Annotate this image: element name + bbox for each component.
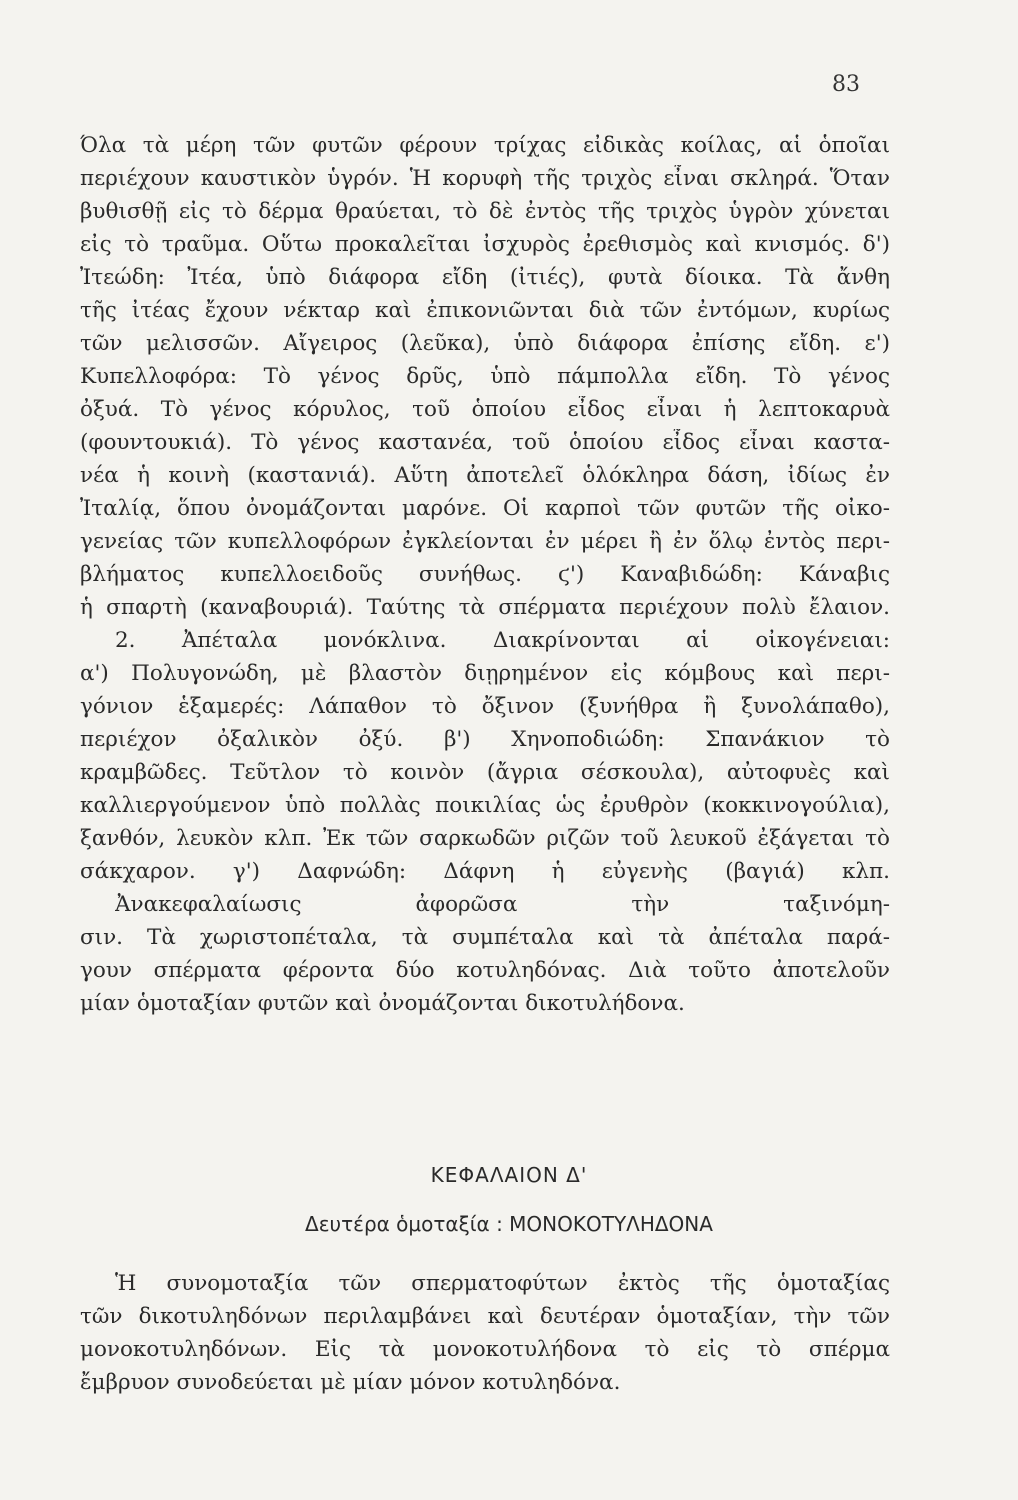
text-line: περιέχον ὀξαλικὸν ὀξύ. β') Χηνοποδιώδη: Σπανάκιον τὸ <box>80 727 890 752</box>
text-line: σιν. Τὰ χωριστοπέταλα, τὰ συμπέταλα καὶ τὰ ἀπέταλα παρά- <box>80 925 890 950</box>
text-line: τῶν μελισσῶν. Αἴγειρος (λεῦκα), ὑπὸ διάφορα ἐπίσης εἴδη. ε') <box>80 331 890 356</box>
text-line: σάκχαρον. γ') Δαφνώδη: Δάφνη ἡ εὐγενὴς (βαγιά) κλπ. <box>80 859 890 884</box>
section-heading: 2. Ἀπέταλα μονόκλινα. Διακρίνονται αἱ οἰκογένειαι: <box>115 628 890 653</box>
text-line: ὀξυά. Τὸ γένος κόρυλος, τοῦ ὁποίου εἶδος εἶναι ἡ λεπτοκαρυὰ <box>80 397 890 422</box>
text-line: εἰς τὸ τραῦμα. Οὕτω προκαλεῖται ἰσχυρὸς ἐρεθισμὸς καὶ κνισμός. δ') <box>80 232 890 257</box>
text-line: βλήματος κυπελλοειδοῦς συνήθως. ϛ') Καναβιδώδη: Κάναβις <box>80 562 890 587</box>
text-line: Ἡ συνομοταξία τῶν σπερματοφύτων ἐκτὸς τῆς ὁμοταξίας <box>115 1271 890 1296</box>
text-line: γενείας τῶν κυπελλοφόρων ἐγκλείονται ἐν μέρει ἢ ἐν ὅλῳ ἐντὸς περι- <box>80 529 890 554</box>
text-line: ἡ σπαρτὴ (καναβουριά). Ταύτης τὰ σπέρματα περιέχουν πολὺ ἔλαιον. <box>80 595 890 620</box>
text-line: βυθισθῇ εἰς τὸ δέρμα θραύεται, τὸ δὲ ἐντὸς τῆς τριχὸς ὑγρὸν χύνεται <box>80 199 890 224</box>
text-line: γουν σπέρματα φέροντα δύο κοτυληδόνας. Διὰ τοῦτο ἀποτελοῦν <box>80 958 890 983</box>
text-line: καλλιεργούμενον ὑπὸ πολλὰς ποικιλίας ὡς ἐρυθρὸν (κοκκινογούλια), <box>80 793 890 818</box>
text-line: (φουντουκιά). Τὸ γένος καστανέα, τοῦ ὁποίου εἶδος εἶναι καστα- <box>80 430 890 455</box>
text-line: Ἰταλίᾳ, ὅπου ὀνομάζονται μαρόνε. Οἱ καρποὶ τῶν φυτῶν τῆς οἰκο- <box>80 496 890 521</box>
text-line: μονοκοτυληδόνων. Εἰς τὰ μονοκοτυλήδονα τὸ εἰς τὸ σπέρμα <box>80 1337 890 1362</box>
text-line: Κυπελλοφόρα: Τὸ γένος δρῦς, ὑπὸ πάμπολλα εἴδη. Τὸ γένος <box>80 364 890 389</box>
text-line: περιέχουν καυστικὸν ὑγρόν. Ἡ κορυφὴ τῆς τριχὸς εἶναι σκληρά. Ὅταν <box>80 166 890 191</box>
text-line: Όλα τὰ μέρη τῶν φυτῶν φέρουν τρίχας εἰδικὰς κοίλας, αἱ ὁποῖαι <box>80 133 890 158</box>
chapter-heading: ΚΕΦΑΛΑΙΟΝ Δ' <box>430 1163 588 1187</box>
text-line: κραμβῶδες. Τεῦτλον τὸ κοινὸν (ἄγρια σέσκουλα), αὐτοφυὲς καὶ <box>80 760 890 785</box>
text-line: νέα ἡ κοινὴ (καστανιά). Αὕτη ἀποτελεῖ ὁλόκληρα δάση, ἰδίως ἐν <box>80 463 890 488</box>
summary-heading: Ἀνακεφαλαίωσις ἀφορῶσα τὴν ταξινόμη- <box>115 892 890 917</box>
text-line: γόνιον ἑξαμερές: Λάπαθον τὸ ὄξινον (ξυνήθρα ἢ ξυνολάπαθο), <box>80 694 890 719</box>
text-line: τῆς ἰτέας ἔχουν νέκταρ καὶ ἐπικονιῶνται διὰ τῶν ἐντόμων, κυρίως <box>80 298 890 323</box>
text-line: τῶν δικοτυληδόνων περιλαμβάνει καὶ δευτέραν ὁμοταξίαν, τὴν τῶν <box>80 1304 890 1329</box>
chapter-subtitle: Δευτέρα ὁμοταξία : ΜΟΝΟΚΟΤΥΛΗΔΟΝΑ <box>305 1212 713 1236</box>
text-line: ξανθόν, λευκὸν κλπ. Ἐκ τῶν σαρκωδῶν ριζῶν τοῦ λευκοῦ ἐξάγεται τὸ <box>80 826 890 851</box>
text-line: α') Πολυγονώδη, μὲ βλαστὸν διῃρημένον εἰς κόμβους καὶ περι- <box>80 661 890 686</box>
text-line: μίαν ὁμοταξίαν φυτῶν καὶ ὀνομάζονται δικοτυλήδονα. <box>80 991 685 1016</box>
text-line: ἔμβρυον συνοδεύεται μὲ μίαν μόνον κοτυληδόνα. <box>80 1370 621 1395</box>
text-line: Ἰτεώδη: Ἰτέα, ὑπὸ διάφορα εἴδη (ἰτιές), φυτὰ δίοικα. Τὰ ἄνθη <box>80 265 890 290</box>
page-number: 83 <box>832 72 860 97</box>
